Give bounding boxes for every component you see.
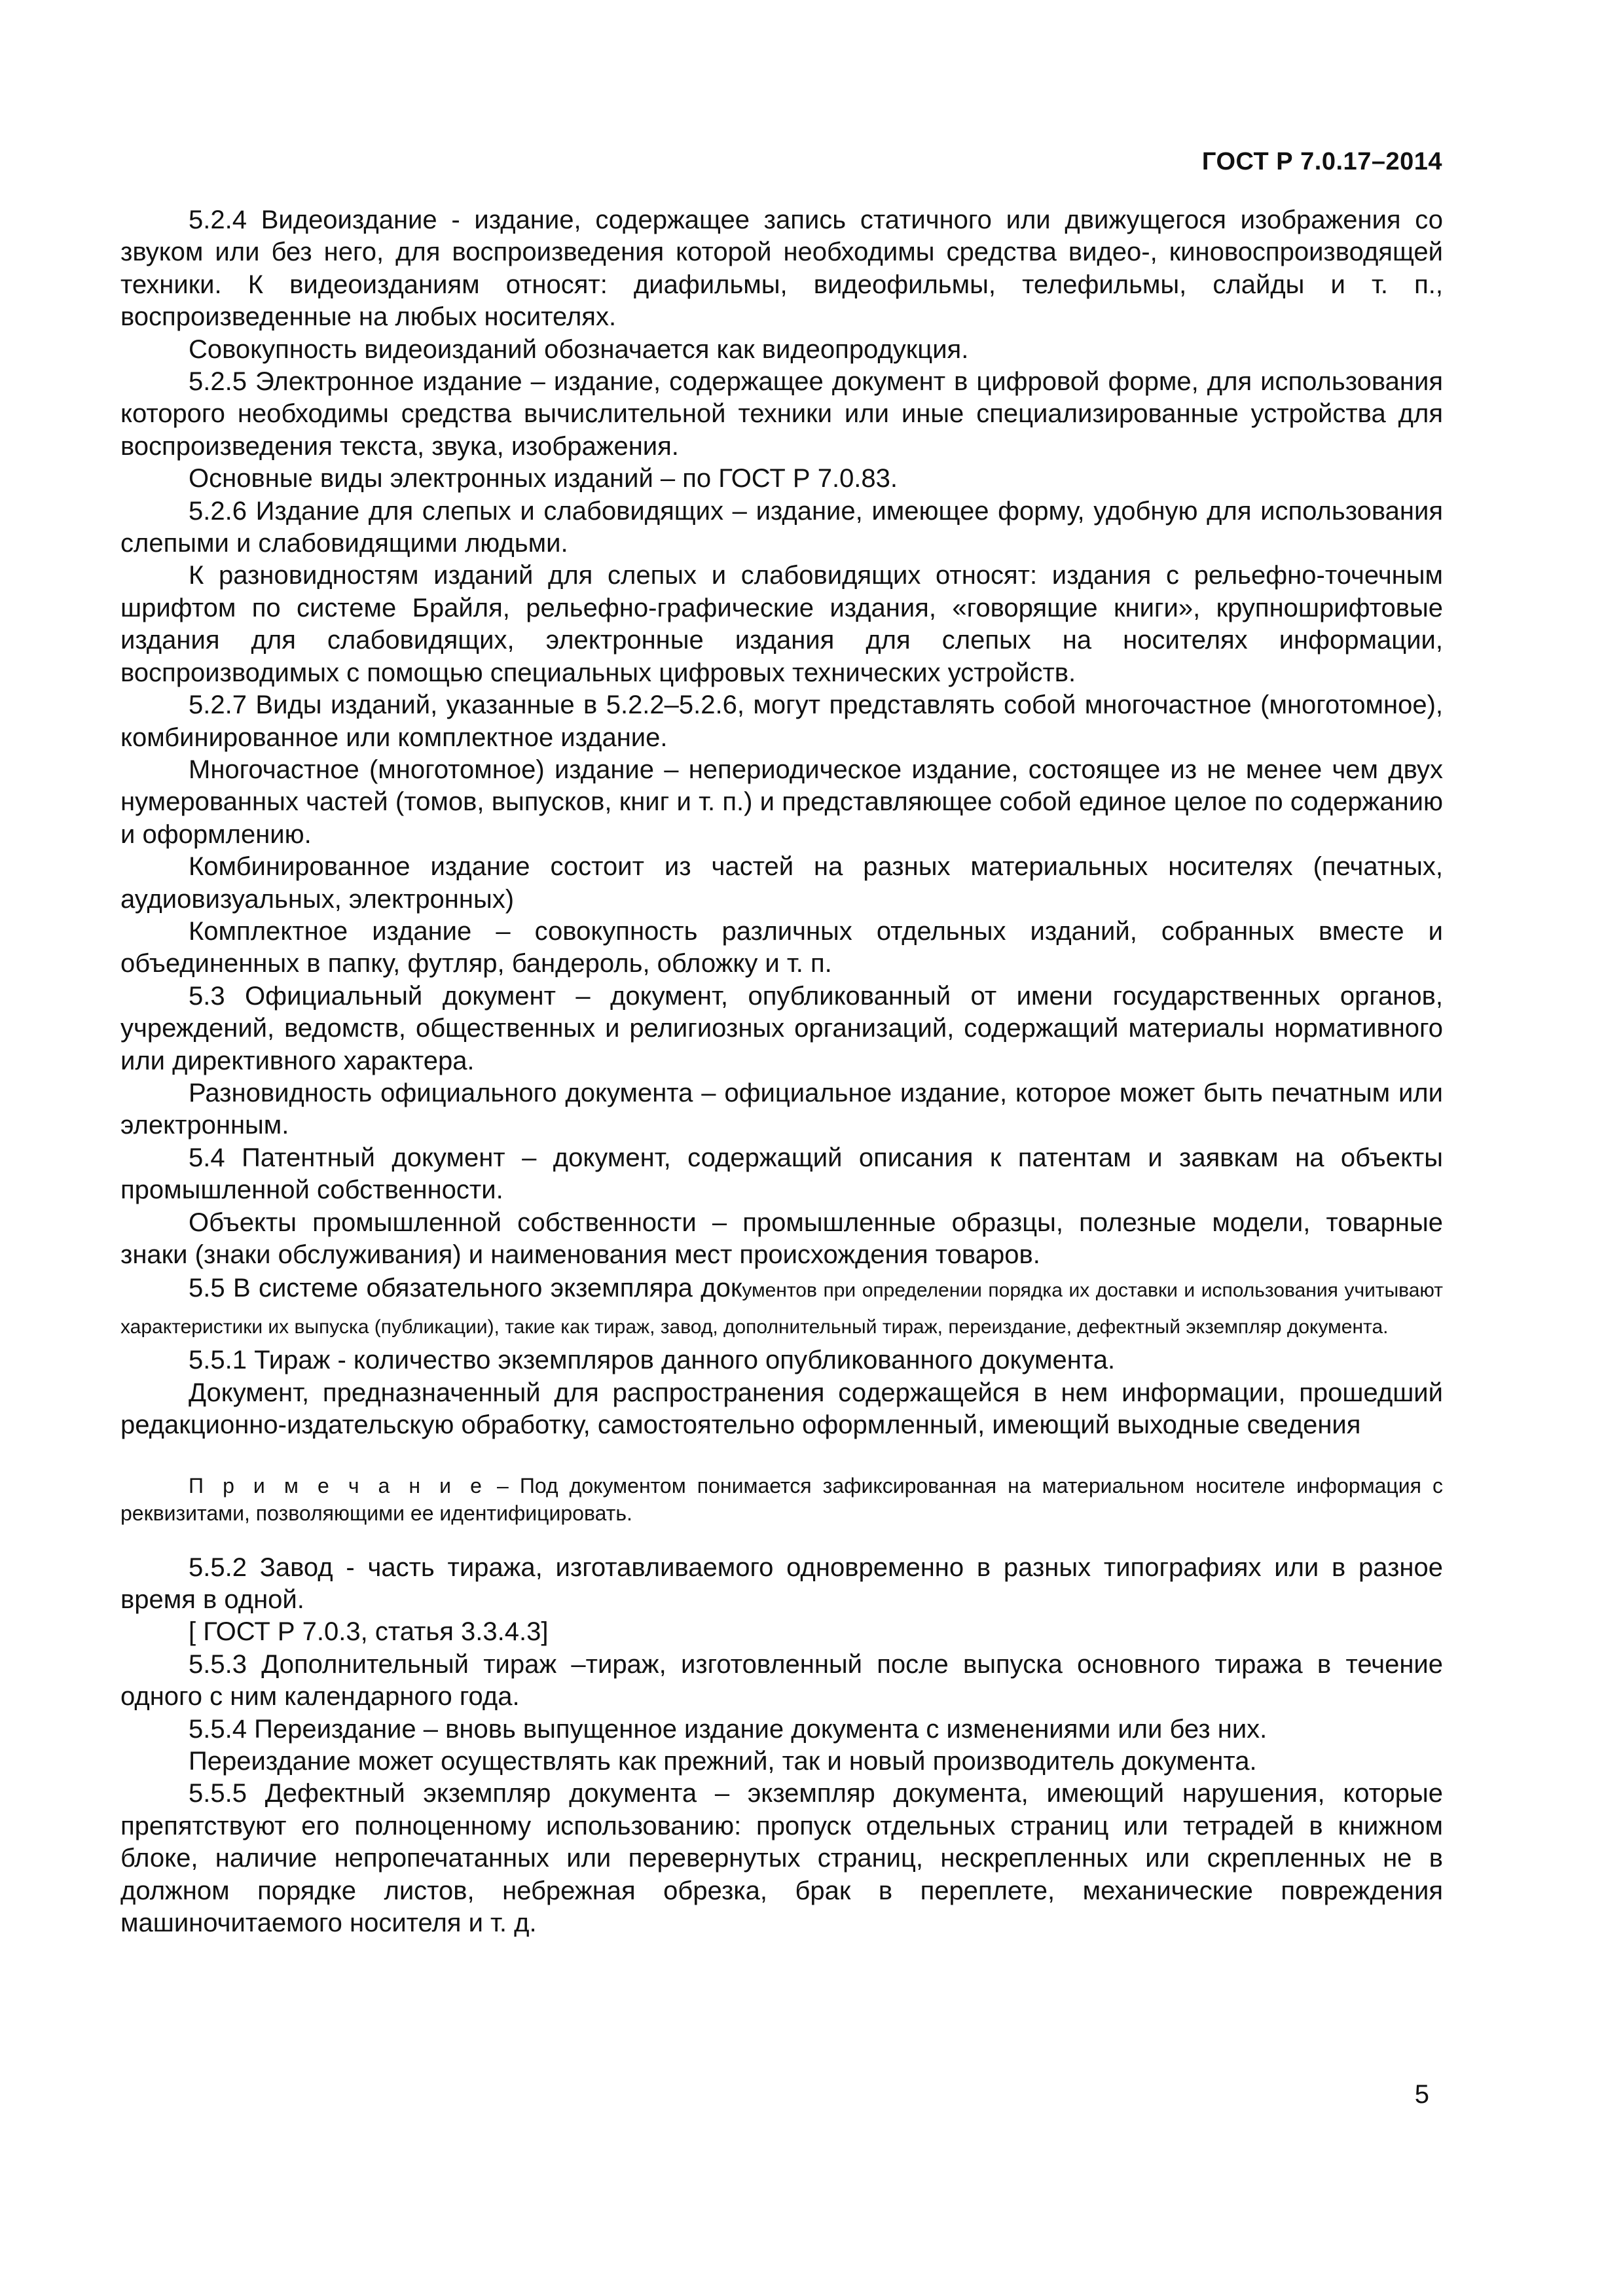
paragraph: Совокупность видеоизданий обозначается как видеопродукция.	[189, 334, 969, 364]
paragraph: Комплектное издание – совокупность различных отдельных изданий, собранных вместе и объединенных в папку, футляр, бандероль, обложку и т. п.	[120, 916, 1443, 978]
paragraph-5-5-5: 5.5.5 Дефектный экземпляр документа – экземпляр документа, имеющий нарушения, которые препятствуют его полноценному использованию: пропуск отдельных страниц или тетрадей в книжном блоке, наличие непропечатанных или перевернутых страниц, нескрепленных или скрепленных не в должном порядке листов, небрежная обрезка, брак в переплете, механические повреждения машиночитаемого носителя и т. д.	[120, 1779, 1443, 1938]
paragraph-5-5-2: 5.5.2 Завод - часть тиража, изготавливаемого одновременно в разных типографиях или в разное время в одной.	[120, 1552, 1443, 1615]
paragraph-5-2-5: 5.2.5 Электронное издание – издание, содержащее документ в цифровой форме, для использования которого необходимы средства вычислительной техники или иные специализированные устройства для воспроизведения текста, звука, изображения.	[120, 367, 1443, 461]
paragraph-5-5-1: 5.5.1 Тираж - количество экземпляров данного опубликованного документа.	[189, 1346, 1116, 1375]
paragraph: Документ, предназначенный для распространения содержащейся в нем информации, прошедший редакционно-издательскую обработку, самостоятельно оформленный, имеющий выходные сведения	[120, 1378, 1443, 1440]
paragraph-5-5-rest: ументов при определении порядка их доставки и использования учитывают характеристики их выпуска (публикации), такие как тираж, завод, дополнительный тираж, переиздание, дефектный экземпляр документа.	[120, 1280, 1443, 1338]
paragraph-5-5	[120, 1271, 1443, 1344]
paragraph-5-2-6: 5.2.6 Издание для слепых и слабовидящих – издание, имеющее форму, удобную для использования слепыми и слабовидящими людьми.	[120, 496, 1443, 558]
paragraph-5-2-4: 5.2.4 Видеоиздание - издание, содержащее запись статичного или движущегося изображения со звуком или без него, для воспроизведения которой необходимы средства видео-, киновоспроизводящей техники. К видеоизданиям относят: диафильмы, видеофильмы, телефильмы, слайды и т. п., воспроизведенные на любых носителях.	[120, 206, 1443, 332]
note	[120, 1472, 1443, 1527]
paragraph: Комбинированное издание состоит из частей на разных материальных носителях (печатных, аудиовизуальных, электронных)	[120, 852, 1443, 914]
paragraph-5-5-lead: 5.5 В системе обязательного экземпляра док	[189, 1274, 742, 1303]
note-label: П р и м е ч а н и е	[189, 1473, 486, 1498]
document-body	[120, 204, 1443, 1940]
paragraph: Основные виды электронных изданий – по ГОСТ Р 7.0.83.	[189, 464, 898, 493]
paragraph: Объекты промышленной собственности – промышленные образцы, полезные модели, товарные знаки (знаки обслуживания) и наименования мест происхождения товаров.	[120, 1208, 1443, 1269]
paragraph: Разновидность официального документа – официальное издание, которое может быть печатным или электронным.	[120, 1078, 1443, 1140]
paragraph-5-4: 5.4 Патентный документ – документ, содержащий описания к патентам и заявкам на объекты промышленной собственности.	[120, 1143, 1443, 1205]
standard-header: ГОСТ Р 7.0.17–2014	[1201, 148, 1442, 175]
paragraph: Многочастное (многотомное) издание – непериодическое издание, состоящее из не менее чем двух нумерованных частей (томов, выпусков, книг и т. п.) и представляющее собой единое целое по содержанию и оформлению.	[120, 755, 1443, 849]
paragraph-5-5-3: 5.5.3 Дополнительный тираж –тираж, изготовленный после выпуска основного тиража в течение одного с ним календарного года.	[120, 1649, 1443, 1712]
reference: [ ГОСТ Р 7.0.3, статья 3.3.4.3]	[189, 1617, 549, 1647]
paragraph: Переиздание может осуществлять как прежний, так и новый производитель документа.	[189, 1747, 1257, 1776]
paragraph-5-5-4: 5.5.4 Переиздание – вновь выпущенное издание документа с изменениями или без них.	[189, 1714, 1267, 1744]
paragraph-5-3: 5.3 Официальный документ – документ, опубликованный от имени государственных органов, учреждений, ведомств, общественных и религиозных организаций, содержащий материалы нормативного или директивного характера.	[120, 981, 1443, 1075]
note-text: – Под документом понимается зафиксированная на материальном носителе информация с реквизитами, позволяющими ее идентифицировать.	[120, 1473, 1444, 1525]
page-number: 5	[1414, 2080, 1429, 2109]
paragraph-5-2-7: 5.2.7 Виды изданий, указанные в 5.2.2–5.2.6, могут представлять собой многочастное (многотомное), комбинированное или комплектное издание.	[120, 691, 1443, 752]
paragraph: К разновидностям изданий для слепых и слабовидящих относят: издания с рельефно-точечным шрифтом по системе Брайля, рельефно-графические издания, «говорящие книги», крупношрифтовые издания для слабовидящих, электронные издания для слепых на носителях информации, воспроизводимых с помощью специальных цифровых технических устройств.	[120, 561, 1443, 687]
